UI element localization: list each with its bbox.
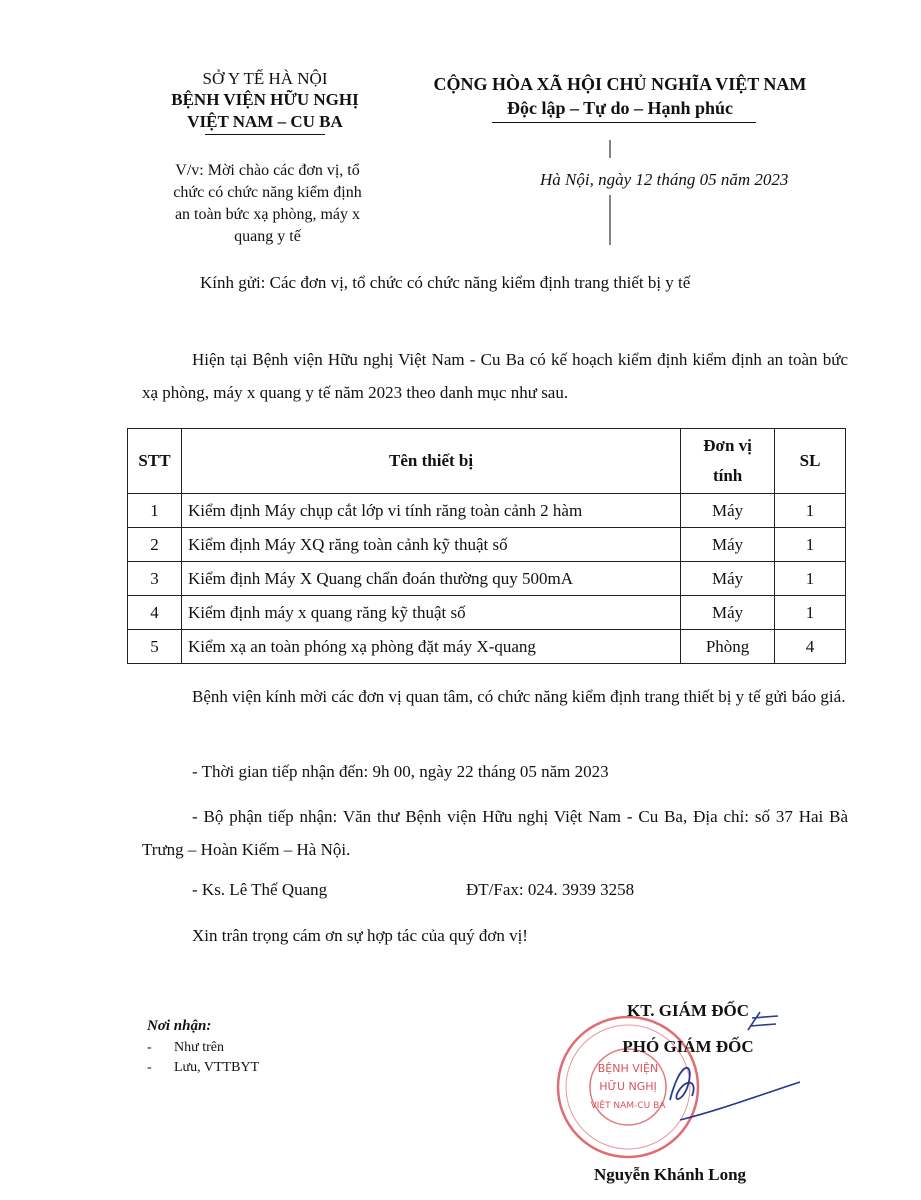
header-name: Tên thiết bị [181, 429, 680, 494]
organization-block [120, 68, 410, 133]
cell-unit: Phòng [681, 630, 775, 664]
cell-stt: 3 [128, 562, 182, 596]
cell-name: Kiểm định máy x quang răng kỹ thuật số [181, 596, 680, 630]
subject-line: an toàn bức xạ phòng, máy x [174, 206, 361, 223]
header-unit-line2: tính [712, 466, 743, 485]
seal-text-line: HỮU NGHỊ [599, 1080, 657, 1093]
scan-mark [608, 140, 612, 245]
seal-text-line: VIỆT NAM-CU BA [590, 1101, 666, 1111]
cell-name: Kiểm xạ an toàn phóng xạ phòng đặt máy X-quang [181, 630, 680, 664]
cell-stt: 4 [128, 596, 182, 630]
cell-unit: Máy [681, 562, 775, 596]
table-row [128, 528, 846, 562]
table-row [128, 630, 846, 664]
cell-name: Kiểm định Máy XQ răng toàn cảnh kỹ thuật số [181, 528, 680, 562]
cell-name: Kiểm định Máy chụp cắt lớp vi tính răng toàn cảnh 2 hàm [181, 494, 680, 528]
invite-paragraph: Bệnh viện kính mời các đơn vị quan tâm, có chức năng kiểm định trang thiết bị y tế gửi báo giá. [192, 687, 846, 706]
subject-line: chức có chức năng kiểm định [173, 184, 362, 201]
cell-unit: Máy [681, 596, 775, 630]
table-header-row [128, 429, 846, 494]
contact-name: - Ks. Lê Thế Quang [192, 880, 328, 899]
recipient-item: - Lưu, VTTBYT [147, 1060, 260, 1075]
cell-unit: Máy [681, 494, 775, 528]
intro-paragraph: Hiện tại Bệnh viện Hữu nghị Việt Nam - Cu Ba có kế hoạch kiểm định kiểm định an toàn bức xạ phòng, máy x quang y tế năm 2023 theo danh mục như sau. [142, 350, 848, 402]
national-header [400, 72, 840, 120]
cell-qty: 1 [775, 528, 846, 562]
cell-stt: 1 [128, 494, 182, 528]
cell-stt: 2 [128, 528, 182, 562]
nation-title: CỘNG HÒA XÃ HỘI CHỦ NGHĨA VIỆT NAM [433, 74, 807, 94]
handwritten-signature [597, 1000, 800, 1150]
table-row [128, 596, 846, 630]
recipient-item-label: Như trên [174, 1040, 224, 1055]
contact-phone: ĐT/Fax: 024. 3939 3258 [466, 880, 635, 899]
recipient-line: Kính gửi: Các đơn vị, tổ chức có chức năng kiểm định trang thiết bị y tế [200, 273, 691, 292]
department-paragraph: - Bộ phận tiếp nhận: Văn thư Bệnh viện Hữu nghị Việt Nam - Cu Ba, Địa chỉ: số 37 Hai Bà Trưng – Hoàn Kiếm – Hà Nội. [142, 807, 848, 859]
cell-qty: 1 [775, 562, 846, 596]
subject-block [140, 160, 395, 248]
deadline-line: - Thời gian tiếp nhận đến: 9h 00, ngày 22 tháng 05 năm 2023 [192, 762, 609, 781]
signature-subtitle: PHÓ GIÁM ĐỐC [622, 1037, 754, 1056]
nation-motto: Độc lập – Tự do – Hạnh phúc [506, 98, 734, 118]
cell-unit: Máy [681, 528, 775, 562]
department-name: SỞ Y TẾ HÀ NỘI [202, 69, 328, 88]
header-stt: STT [128, 429, 182, 494]
header-unit-line1: Đơn vị [703, 436, 752, 455]
equipment-table [127, 428, 846, 664]
header-qty: SL [775, 429, 846, 494]
recipient-item-label: Lưu, VTTBYT [174, 1060, 260, 1075]
document-date: Hà Nội, ngày 12 tháng 05 năm 2023 [540, 170, 789, 189]
table-row [128, 494, 846, 528]
cell-qty: 4 [775, 630, 846, 664]
table-row [128, 562, 846, 596]
hospital-name-line1: BỆNH VIỆN HỮU NGHỊ [171, 90, 359, 109]
cell-qty: 1 [775, 494, 846, 528]
signature-title: KT. GIÁM ĐỐC [627, 1001, 749, 1020]
hospital-name-line2: VIỆT NAM – CU BA [187, 112, 343, 131]
cell-qty: 1 [775, 596, 846, 630]
org-underline [205, 134, 325, 135]
subject-line: quang y tế [234, 228, 301, 245]
subject-line: V/v: Mời chào các đơn vị, tổ [175, 162, 360, 179]
recipients-title: Nơi nhận: [147, 1018, 212, 1034]
cell-stt: 5 [128, 630, 182, 664]
signer-name: Nguyễn Khánh Long [593, 1165, 747, 1184]
seal-text-line: BỆNH VIỆN [597, 1062, 659, 1075]
thanks-line: Xin trân trọng cám ơn sự hợp tác của quý đơn vị! [192, 926, 528, 945]
motto-underline [492, 122, 756, 123]
cell-name: Kiểm định Máy X Quang chẩn đoán thường quy 500mA [181, 562, 680, 596]
header-unit [681, 429, 775, 494]
recipient-item: - Như trên [147, 1040, 224, 1055]
